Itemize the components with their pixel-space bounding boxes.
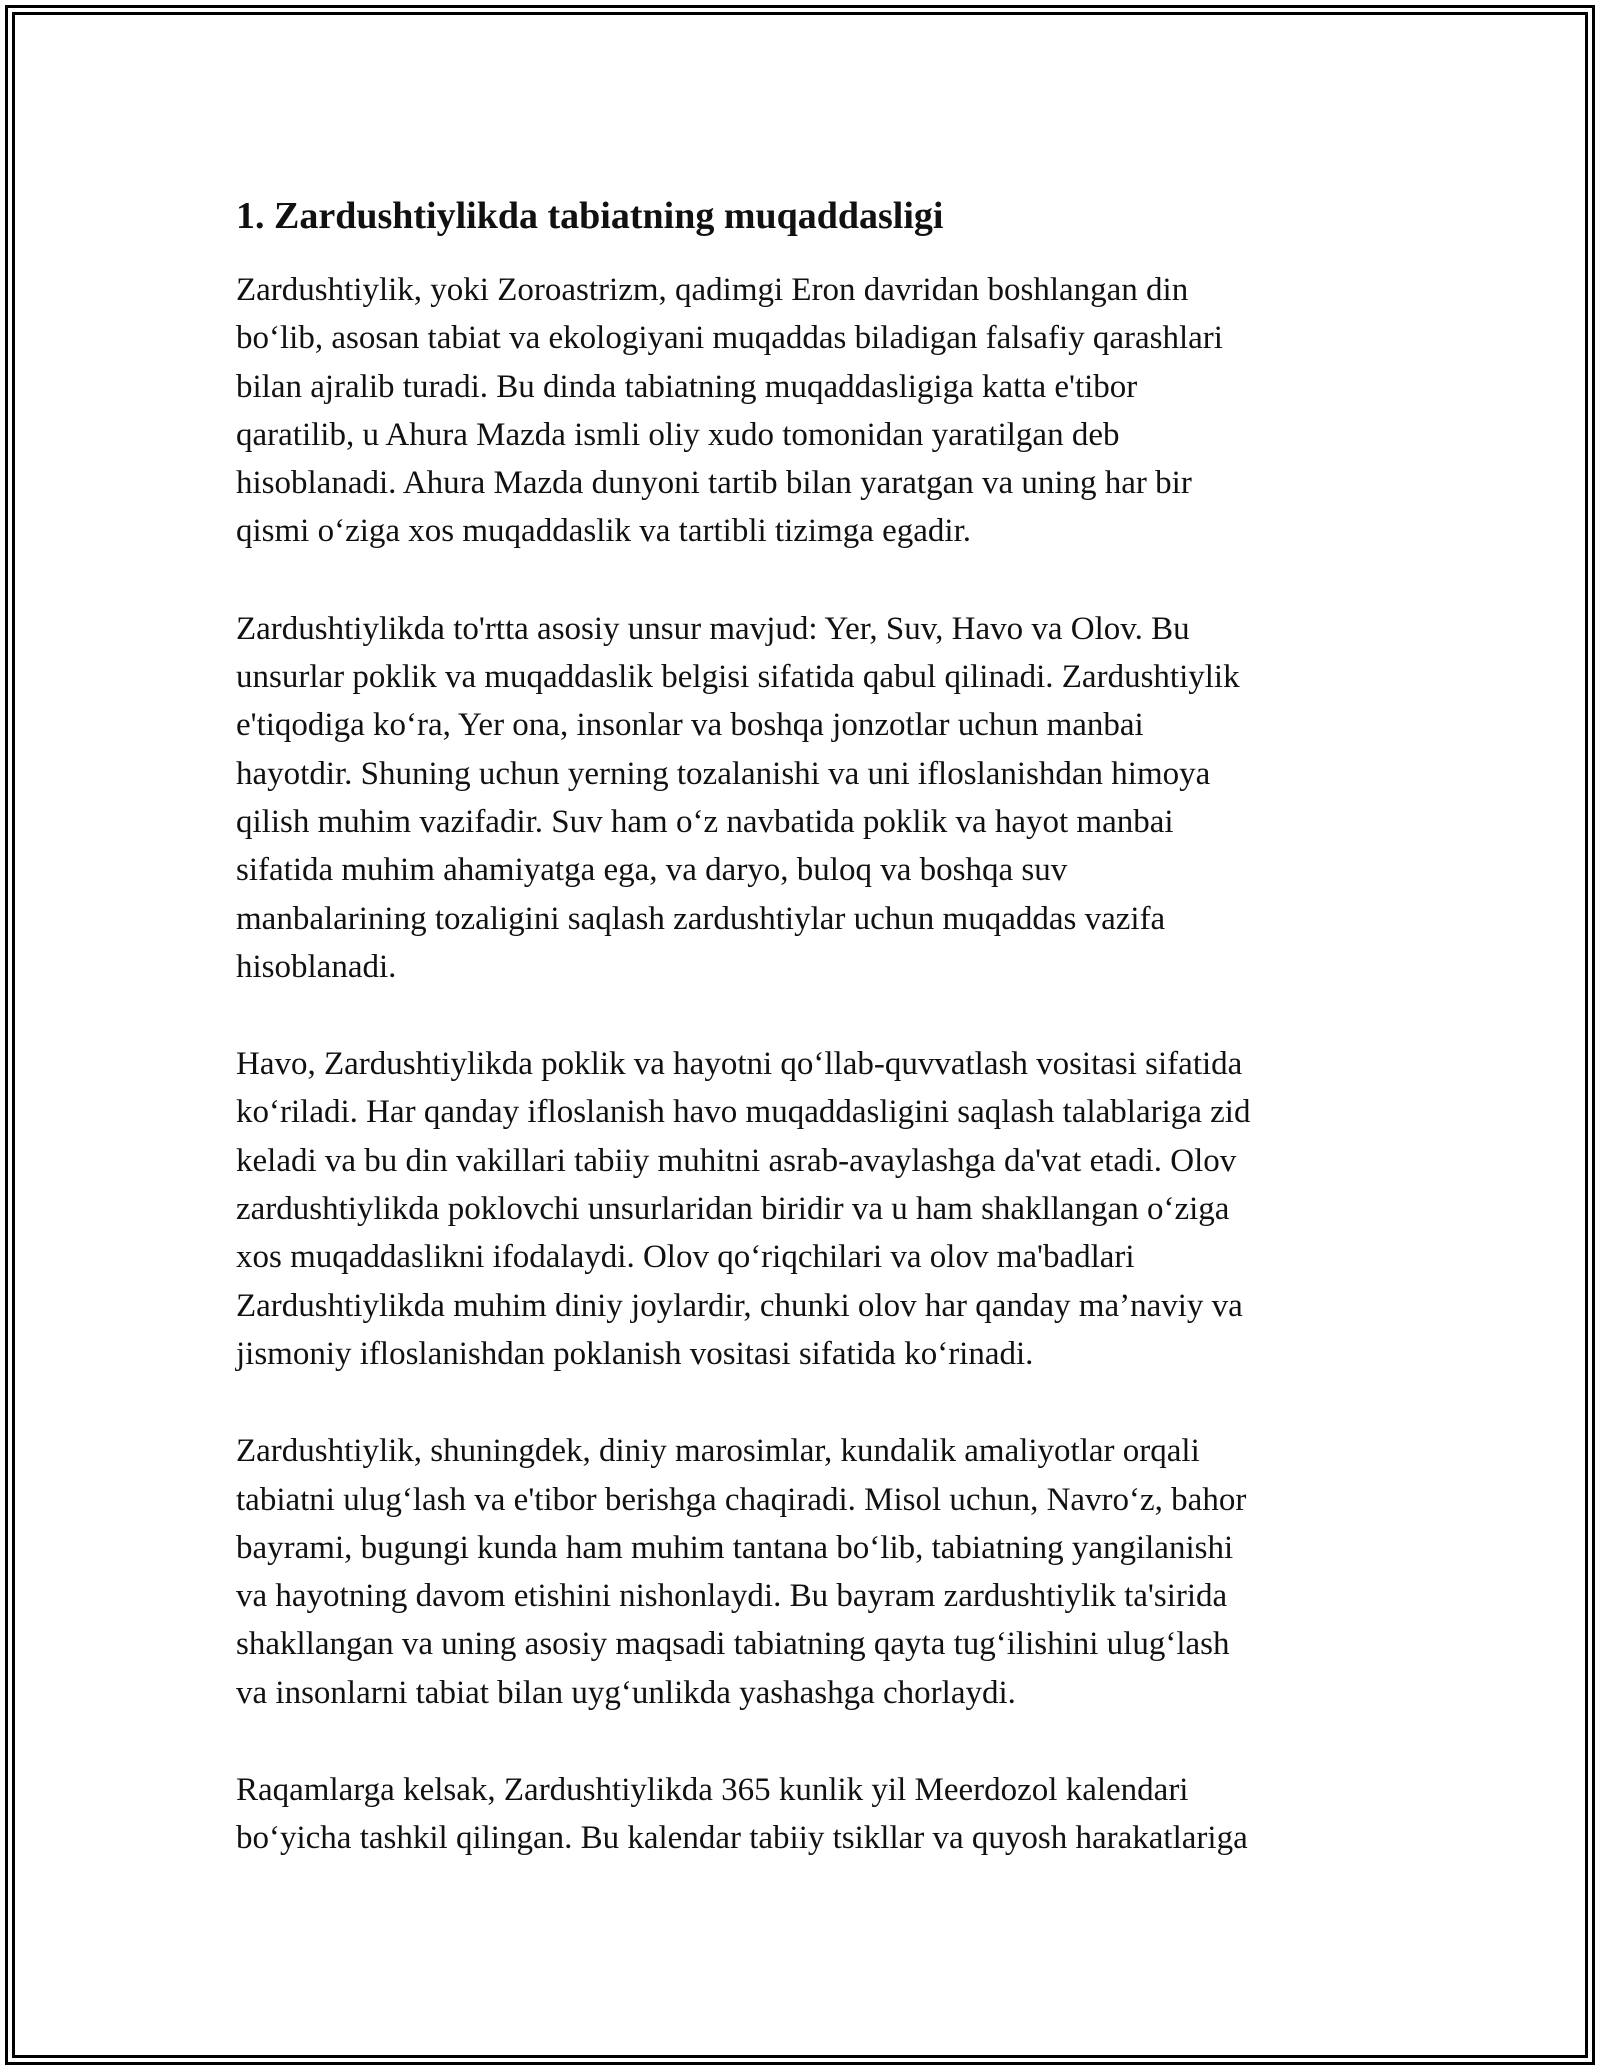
- text-line: bilan ajralib turadi. Bu dinda tabiatning muqaddasligiga katta e'tibor: [236, 368, 1138, 405]
- text-line: qismi o‘ziga xos muqaddaslik va tartibli tizimga egadir.: [236, 513, 972, 550]
- text-line: va hayotning davom etishini nishonlaydi. Bu bayram zardushtiylik ta'sirida: [236, 1578, 1228, 1615]
- text-line: Zardushtiylikda to'rtta asosiy unsur mavjud: Yer, Suv, Havo va Olov. Bu: [236, 610, 1190, 647]
- section-heading: 1. Zardushtiylikda tabiatning muqaddasligi: [236, 195, 944, 237]
- text-line: sifatida muhim ahamiyatga ega, va daryo, buloq va boshqa suv: [236, 852, 1068, 889]
- text-line: va insonlarni tabiat bilan uyg‘unlikda yashashga chorlaydi.: [236, 1674, 1016, 1711]
- paragraph-3: [236, 1040, 1376, 1378]
- text-line: tabiatni ulug‘lash va e'tibor berishga chaqiradi. Misol uchun, Navro‘z, bahor: [236, 1481, 1247, 1518]
- text-line: jismoniy ifloslanishdan poklanish vositasi sifatida ko‘rinadi.: [236, 1335, 1034, 1372]
- paragraph-2: [236, 605, 1376, 991]
- text-line: Zardushtiylik, yoki Zoroastrizm, qadimgi Eron davridan boshlangan din: [236, 272, 1189, 308]
- text-line: Havo, Zardushtiylikda poklik va hayotni qo‘llab-quvvatlash vositasi sifatida: [236, 1046, 1243, 1083]
- text-line: hayotdir. Shuning uchun yerning tozalanishi va uni ifloslanishdan himoya: [236, 755, 1211, 792]
- text-line: shakllangan va uning asosiy maqsadi tabiatning qayta tug‘ilishini ulug‘lash: [236, 1626, 1230, 1663]
- document-body: [236, 186, 1376, 1912]
- text-line: manbalarining tozaligini saqlash zardushtiylar uchun muqaddas vazifa: [236, 900, 1166, 937]
- text-line: hisoblanadi.: [236, 948, 397, 985]
- text-line: unsurlar poklik va muqaddaslik belgisi sifatida qabul qilinadi. Zardushtiylik: [236, 659, 1240, 696]
- text-line: xos muqaddaslikni ifodalaydi. Olov qo‘riqchilari va olov ma'badlari: [236, 1239, 1135, 1276]
- text-line: qilish muhim vazifadir. Suv ham o‘z navbatida poklik va hayot manbai: [236, 803, 1174, 840]
- text-line: bayrami, bugungi kunda ham muhim tantana bo‘lib, tabiatning yangilanishi: [236, 1529, 1234, 1566]
- text-line: Raqamlarga kelsak, Zardushtiylikda 365 kunlik yil Meerdozol kalendari: [236, 1772, 1189, 1809]
- text-line: e'tiqodiga ko‘ra, Yer ona, insonlar va boshqa jonzotlar uchun manbai: [236, 707, 1144, 744]
- paragraph-1: [236, 266, 1376, 556]
- paragraph-4: [236, 1427, 1376, 1717]
- text-line: Zardushtiylik, shuningdek, diniy marosimlar, kundalik amaliyotlar orqali: [236, 1433, 1200, 1470]
- text-line: bo‘yicha tashkil qilingan. Bu kalendar tabiiy tsikllar va quyosh harakatlariga: [236, 1820, 1248, 1857]
- text-line: Zardushtiylikda muhim diniy joylardir, chunki olov har qanday ma’naviy va: [236, 1287, 1243, 1324]
- text-line: keladi va bu din vakillari tabiiy muhitni asrab-avaylashga da'vat etadi. Olov: [236, 1142, 1237, 1179]
- text-line: zardushtiylikda poklovchi unsurlaridan biridir va u ham shakllangan o‘ziga: [236, 1191, 1230, 1228]
- text-line: bo‘lib, asosan tabiat va ekologiyani muqaddas biladigan falsafiy qarashlari: [236, 320, 1223, 357]
- paragraph-5: [236, 1766, 1376, 1863]
- text-line: ko‘riladi. Har qanday ifloslanish havo muqaddasligini saqlash talablariga zid: [236, 1094, 1251, 1131]
- text-line: qaratilib, u Ahura Mazda ismli oliy xudo tomonidan yaratilgan deb: [236, 416, 1120, 453]
- text-line: hisoblanadi. Ahura Mazda dunyoni tartib bilan yaratgan va uning har bir: [236, 465, 1192, 502]
